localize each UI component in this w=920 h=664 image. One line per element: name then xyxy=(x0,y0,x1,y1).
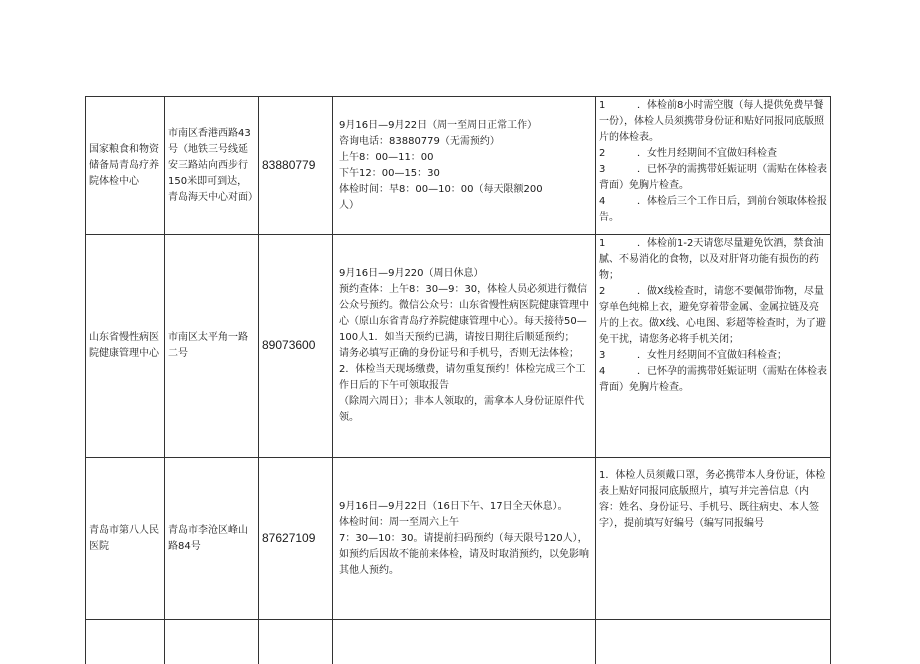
note-number: 3 xyxy=(599,348,637,364)
table-row xyxy=(86,235,831,458)
empty-cell xyxy=(596,620,831,664)
address: 市南区太平角一路二号 xyxy=(168,330,255,362)
empty-cell xyxy=(86,620,165,664)
phone-number: 83880779 xyxy=(262,158,315,172)
note-text: ．做X线检查时，请您不要佩带饰物，尽量穿单色纯棉上衣，避免穿着带金属、金属拉链及亮片的上衣。做X线、心电图、彩超等检查时，为了避免干扰，请您务必将手机关闭； xyxy=(599,286,826,345)
table-row xyxy=(86,97,831,235)
institution-name-cell xyxy=(86,458,165,620)
note-item xyxy=(599,98,827,146)
note-text: ．体检前1-2天请您尽量避免饮酒，禁食油腻、不易消化的食物，以及对肝肾功能有损伤的药物； xyxy=(599,238,823,281)
schedule-cell xyxy=(333,97,596,235)
schedule-line: 咨询电话：83880779（无需预约） xyxy=(339,134,592,150)
schedule-line: （除周六周日）；非本人领取的，需拿本人身份证原件代领。 xyxy=(339,394,592,426)
schedule-line: 上午8：00—11：00 xyxy=(339,150,592,166)
note-text: ．已怀孕的需携带妊娠证明（需贴在体检表背面）免胸片检查。 xyxy=(599,366,827,393)
institution-name: 青岛市第八人民医院 xyxy=(89,523,161,555)
schedule-line: 下午12：00—15：30 xyxy=(339,166,592,182)
schedule-line: 7：30—10：30。请提前扫码预约（每天限号120人），如预约后因故不能前来体检，请及时取消预约，以免影响其他人预约。 xyxy=(339,531,592,579)
table-row xyxy=(86,620,831,664)
note-number: 1 xyxy=(599,98,637,114)
note-item xyxy=(599,162,827,194)
schedule-line: 预约查体：上午8：30—9：30，体检人员必须进行微信公众号预约。微信公众号：山东省慢性病医院健康管理中心（原山东省青岛疗养院健康管理中心）。每天接待50—100人1．如当天预约已满，请按日期往后顺延预约； xyxy=(339,282,592,346)
schedule-line: 9月16日—9月22日（周一至周日正常工作） xyxy=(339,118,592,134)
note-item xyxy=(599,348,827,364)
note-item xyxy=(599,364,827,396)
schedule-line: 请务必填写正确的身份证号和手机号，否则无法体检；2．体检当天现场缴费，请勿重复预约！体检完成三个工作日后的下午可领取报告 xyxy=(339,346,592,394)
schedule-line: 9月16日—9月22日（16日下午、17日全天休息）。 xyxy=(339,499,592,515)
note-item xyxy=(599,146,827,162)
note-number: 1 xyxy=(599,236,637,252)
note-text: ．已怀孕的需携带妊娠证明（需贴在体检表背面）免胸片检查。 xyxy=(599,164,827,191)
checkup-schedule-table xyxy=(85,96,831,664)
notes-cell xyxy=(596,235,831,458)
address-cell xyxy=(165,458,259,620)
schedule-cell xyxy=(333,235,596,458)
note-number: 2 xyxy=(599,284,637,300)
address: 青岛市李沧区峰山路84号 xyxy=(168,523,255,555)
notes-cell xyxy=(596,97,831,235)
phone-number: 89073600 xyxy=(262,338,315,352)
note-item xyxy=(599,236,827,284)
phone-number: 87627109 xyxy=(262,531,315,545)
note-item xyxy=(599,194,827,226)
address: 市南区香港西路43号（地铁三号线延安三路站向西步行150米即可到达，青岛海天中心对面） xyxy=(168,126,255,206)
note-text: 1．体检人员须戴口罩，务必携带本人身份证，体检表上贴好同报同底版照片，填写并完善信息（内容：姓名、身份证号、手机号、既往病史、本人签字），提前填写好编号（编写同报编号 xyxy=(599,470,825,529)
note-text: ．体检后三个工作日后，到前台领取体检报告。 xyxy=(599,196,827,223)
schedule-line: 9月16日—9月220（周日休息） xyxy=(339,266,592,282)
schedule-cell xyxy=(333,458,596,620)
empty-cell xyxy=(259,620,333,664)
note-text: ．女性月经期间不宜做妇科检查 xyxy=(637,148,777,159)
note-item xyxy=(599,284,827,348)
address-cell xyxy=(165,235,259,458)
note-number: 4 xyxy=(599,364,637,380)
schedule-line: 体检时间：周一至周六上午 xyxy=(339,515,592,531)
empty-cell xyxy=(333,620,596,664)
notes-cell xyxy=(596,458,831,620)
phone-cell xyxy=(259,458,333,620)
note-number: 2 xyxy=(599,146,637,162)
schedule-line: 人） xyxy=(339,198,592,214)
table-row xyxy=(86,458,831,620)
address-cell xyxy=(165,97,259,235)
institution-name-cell xyxy=(86,235,165,458)
phone-cell xyxy=(259,97,333,235)
empty-cell xyxy=(165,620,259,664)
institution-name-cell xyxy=(86,97,165,235)
phone-cell xyxy=(259,235,333,458)
institution-name: 山东省慢性病医院健康管理中心 xyxy=(89,330,161,362)
note-text: ．女性月经期间不宜做妇科检查； xyxy=(637,350,787,361)
note-number: 4 xyxy=(599,194,637,210)
institution-name: 国家粮食和物资储备局青岛疗养院体检中心 xyxy=(89,142,161,190)
note-item xyxy=(599,468,827,532)
schedule-line: 体检时间：早8：00—10：00（每天限额200 xyxy=(339,182,592,198)
note-number: 3 xyxy=(599,162,637,178)
note-text: ．体检前8小时需空腹（每人提供免费早餐一份），体检人员须携带身份证和贴好同报同底版照片的体检表。 xyxy=(599,100,824,143)
